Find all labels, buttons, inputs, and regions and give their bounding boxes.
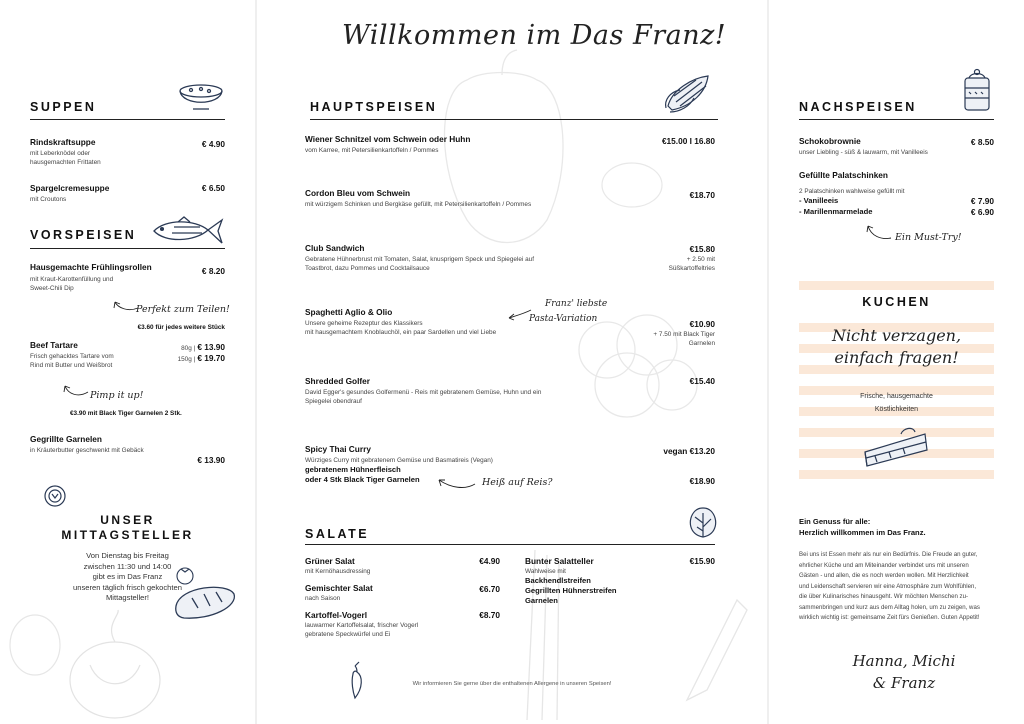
menu-item-price: €15.00 I 16.80 [661,136,715,146]
stripe [799,281,994,290]
desc-line: lauwarmer Kartoffelsalat, frischer Vogerl [305,622,419,629]
menu-item-desc: unser Liebling - süß & lauwarm, mit Vanilleeis [799,149,928,156]
script-note: Perfekt zum Teilen! [136,304,230,315]
suppen-heading: SUPPEN [30,100,97,114]
body-line: Gästen - und allen, die es noch werden wollen. Mit Herzlichkeit [799,572,969,579]
menu-item-name: Wiener Schnitzel vom Schwein oder Huhn [305,134,471,144]
kuchen-script [799,325,994,369]
script-note: Pimp it up! [90,390,144,401]
menu-item-name: Gefüllte Palatschinken [799,170,888,180]
extra-price [607,330,715,348]
option-line: Gegrillten Hühnerstreifen [525,586,617,595]
kuchen-text [799,390,994,416]
option-line: gebratenem Hühnerfleisch [305,465,401,474]
menu-item-price: €8.70 [479,610,500,620]
onion-sketch-icon [597,150,667,210]
mittagsteller-heading-2: MITTAGSTELLER [61,528,194,542]
size-price-row [140,342,225,352]
option-line: Garnelen [525,596,558,605]
body-line: Bei uns ist Essen mehr als nur ein Bedürfnis. Die Freude an guter, [799,551,978,558]
note-line: Franz' liebste [545,299,608,309]
arrow-doodle-icon [507,308,533,322]
extra-price: €3.90 mit Black Tiger Garnelen 2 Stk. [70,410,182,417]
script-note [529,297,607,327]
menu-item-desc: in Kräuterbutter geschwenkt mit Gebäck [30,447,144,454]
nachspeisen-heading: NACHSPEISEN [799,100,917,114]
menu-item-name: Gegrillte Garnelen [30,434,102,444]
salate-rule [305,544,715,545]
script-note: Ein Must-Try! [895,232,962,243]
allergen-note: Wir informieren Sie gerne über die enthaltenen Allergene in unseren Speisen! [412,681,612,687]
arrow-doodle-icon [865,224,893,242]
genuss-body [799,550,980,624]
hauptspeisen-rule [310,119,718,120]
menu-item-desc: mit würzigem Schinken und Bergkäse gefüllt, mit Petersilienkartoffeln / Pommes [305,201,532,208]
onion-sketch-icon [5,600,65,680]
option-price: € 7.90 [970,196,994,206]
soup-bowl-icon [177,82,225,112]
garlic-sketch-icon [60,610,180,720]
menu-item-name: Schokobrownie [799,136,861,146]
hauptspeisen-heading: HAUPTSPEISEN [310,100,438,114]
fish-icon [150,216,226,246]
carrot-sketch-icon [677,590,757,710]
size-price-row [140,353,225,363]
menu-item-name: Rindskraftsuppe [30,137,96,147]
option-price: € 6.90 [970,207,994,217]
desc-line: David Egger's gesundes Golfermenü - Reis mit gebratenem Gemüse, Huhn und ein [305,389,542,396]
genuss-line: Herzlich willkommen im Das Franz. [799,528,926,537]
salate-heading: SALATE [305,527,370,541]
menu-item-desc [305,388,541,406]
menu-item-desc: Frisch gehacktes Tartare vom Rind mit Butter und Weißbrot [30,353,114,369]
menu-item-price: €10.90 [689,319,715,329]
nachspeisen-rule [799,119,994,120]
menu-item-price: €15.90 [689,556,715,566]
option-line: oder 4 Stk Black Tiger Garnelen [305,475,420,484]
menu-item-price: €18.70 [689,190,715,200]
body-line: die über Kulinarisches hinausgeht. Wir möchten Menschen zu- [799,593,969,600]
desc-line: Toastbrot, dazu Pommes und Cocktailsauce [305,265,430,272]
menu-item-price: € 13.90 [197,342,225,352]
menu-item-desc: vom Karree, mit Petersilienkartoffeln / Pommes [305,147,439,154]
size-label: 80g | [181,345,196,352]
menu-item-desc [305,255,534,273]
menu-item-name: Spicy Thai Curry [305,444,371,454]
menu-item-price: €6.70 [479,584,500,594]
lettuce-icon [687,505,719,539]
menu-item-price: €15.40 [689,376,715,386]
menu-item-price: vegan €13.20 [663,446,715,456]
signature [839,650,969,694]
desc-line: Spiegelei obendrauf [305,398,362,405]
menu-item-desc: mit Kernöhausdressing [305,568,371,575]
desc-line: mit hausgemachtem Knoblauchöl, ein paar Sardellen und viel Liebe [305,329,497,336]
option-label: - Marillenmarmelade [799,207,873,216]
arrow-doodle-icon [437,474,477,490]
extra-line: + 7.50 mit Black Tiger [653,331,715,338]
kuchen-heading: KUCHEN [799,293,994,311]
menu-item-price: € 8.50 [970,137,994,147]
menu-item-price: €15.80 [689,244,715,254]
menu-item-desc [305,319,496,337]
menu-item-desc: Würziges Curry mit gebratenem Gemüse und Basmatireis (Vegan) [305,457,493,464]
menu-item-price: €18.90 [689,476,715,486]
text-line: zwischen 11:30 und 14:00 [83,561,172,571]
vorspeisen-rule [30,248,225,249]
script-line: einfach fragen! [834,348,959,367]
menu-item-name: Spargelcremesuppe [30,183,110,193]
menu-item-price: €4.90 [479,556,500,566]
text-line: unseren täglich frisch gekochten [73,582,182,592]
menu-item-desc: nach Saison [305,595,341,602]
vorspeisen-heading: VORSPEISEN [30,228,137,242]
menu-item-price: € 6.50 [201,183,225,193]
text-line: gibt es im Das Franz [92,572,163,581]
menu-item-price: € 19.70 [197,353,225,363]
menu-item-name: Spaghetti Aglio & Olio [305,307,393,317]
menu-item-desc: mit Leberknödel oder hausgemachten Frittaten [30,150,101,166]
suppen-rule [30,119,225,120]
panel-right [769,0,1024,724]
corn-icon [662,72,714,114]
script-line: Nicht verzagen, [831,326,962,345]
text-line: Köstlichkeiten [874,406,919,413]
menu-item-desc: mit Kraut-Karottenfüllung und Sweet-Chili Dip [30,276,114,292]
cake-jar-icon [961,68,993,114]
signature-line: & Franz [872,674,936,692]
welcome-title: Willkommen im Das Franz! [342,20,727,51]
menu-item-name: Bunter Salatteller [525,556,594,566]
menu-item-price: € 13.90 [197,455,225,465]
desc-line: gebratene Speckwürfel und Ei [305,631,391,638]
text-line: Mittagsteller! [105,593,150,602]
menu-item-desc [305,621,418,639]
menu-item-price: € 8.20 [201,266,225,276]
genuss-heading [799,516,926,538]
menu-item-price: € 4.90 [201,139,225,149]
extra-line: Garnelen [688,340,715,347]
text-line: Von Dienstag bis Freitag [86,551,169,560]
menu-item-option [525,576,617,606]
extra-price: €3.60 für jedes weitere Stück [137,324,225,331]
arrow-doodle-icon [62,384,90,402]
extra-price [617,255,715,273]
menu-item-name: Grüner Salat [305,556,355,566]
menu-item-name: Club Sandwich [305,243,365,253]
menu-item-name: Kartoffel-Vogerl [305,610,368,620]
option-line: Backhendlstreifen [525,576,591,585]
note-line: Pasta-Variation [529,314,598,324]
menu-item-desc: mit Croutons [30,196,67,203]
body-line: ehrlicher Küche und am Miteinander verbindet uns mit unseren [799,561,969,569]
panel-middle [257,0,767,724]
menu-item-desc: Wahlweise mit [525,568,566,575]
option-label: - Vanilleeis [799,196,839,205]
size-label: 150g | [177,356,196,363]
body-line: sammenbringen und kurz aus dem Alltag holen, um zu zeigen, was [799,603,980,611]
text-line: Frische, hausgemachte [860,393,933,400]
extra-line: + 2.50 mit [686,256,715,263]
menu-item-name: Cordon Bleu vom Schwein [305,188,411,198]
pepper-sketch-icon [427,50,577,250]
script-note: Heiß auf Reis? [482,477,553,488]
desc-line: Unsere geheime Rezeptur des Klassikers [305,320,423,327]
stripe [799,470,994,479]
menu-item-name: Beef Tartare [30,340,78,350]
body-line: und Leidenschaft servieren wir eine Atmosphäre zum Wohlfühlen, [799,582,977,590]
signature-line: Hanna, Michi [852,652,956,670]
cake-slice-icon [861,424,933,470]
plate-icon [44,485,66,507]
extra-line: Süßkartoffeltries [668,265,715,272]
bread-icon [172,580,238,622]
mittagsteller-heading-1: UNSER [100,513,155,527]
genuss-line: Ein Genuss für alle: [799,517,871,526]
body-line: wirklich wichtig ist: gemeinsame Zeit fürs Genießen. Guten Appetit! [799,614,980,621]
panel-left [0,0,255,724]
menu-item-option [305,465,420,485]
desc-line: Gebratene Hühnerbrust mit Tomaten, Salat, knusprigem Speck und Spiegelei auf [305,256,535,263]
menu-item-name: Shredded Golfer [305,376,371,386]
menu-item-desc: 2 Palatschinken wahlweise gefüllt mit [799,188,905,195]
menu-item-name: Hausgemachte Frühlingsrollen [30,262,152,272]
menu-item-name: Gemischter Salat [305,583,373,593]
